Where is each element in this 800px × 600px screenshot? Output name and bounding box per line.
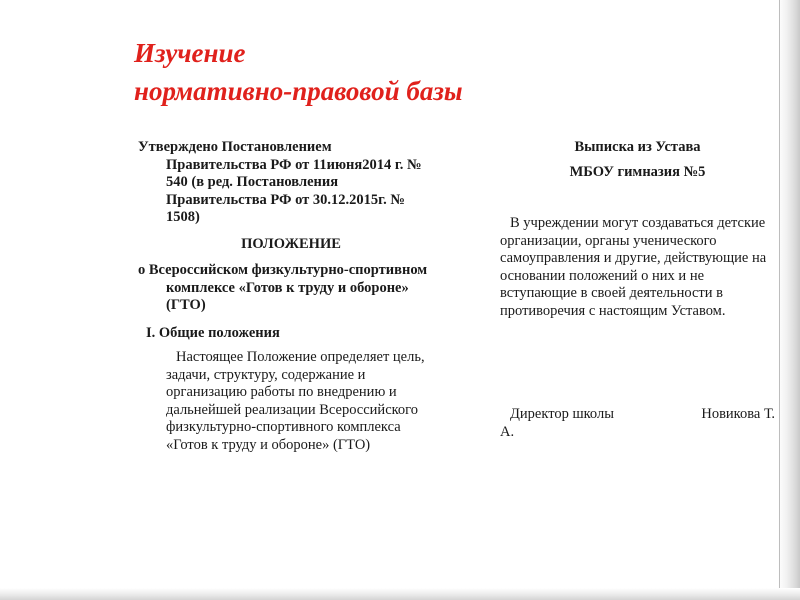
slide-frame-right	[778, 0, 800, 600]
regulation-heading: ПОЛОЖЕНИЕ	[241, 235, 341, 252]
right-column	[500, 139, 775, 441]
slide-frame-bottom	[0, 588, 800, 600]
signature-block	[500, 406, 775, 441]
charter-heading-1: Выписка из Устава	[574, 139, 701, 155]
title-line-1: Изучение	[134, 38, 246, 68]
slide-title	[134, 34, 734, 110]
charter-heading-2: МБОУ гимназия №5	[569, 163, 706, 180]
signature-name-cont: А.	[500, 423, 515, 440]
charter-body: В учреждении могут создаваться детские организации, органы ученического самоуправления и другие, действующие на основании положений о них и не вступающие в своей деятельности в противоречия с настоящим Уставом.	[500, 215, 767, 319]
regulation-body: Настоящее Положение определяет цель, задачи, структуру, содержание и организацию работы по внедрению и дальнейшей реализации Всероссийского физкультурно-спортивного комплекса «Готов к труду и обороне» (ГТО)	[166, 349, 425, 453]
section-heading: I. Общие положения	[146, 324, 280, 341]
signature-name: Новикова Т.	[701, 406, 775, 422]
signature-row	[500, 406, 775, 424]
title-line-2: нормативно-правовой базы	[134, 76, 463, 106]
approved-line-1: Утверждено Постановлением	[138, 139, 332, 155]
approved-details: Правительства РФ от 11июня2014 г. № 540 (в ред. Постановления Правительства РФ от 30.12.2015г. № 1508)	[166, 156, 422, 225]
regulation-subject: о Всероссийском физкультурно-спортивном комплексе «Готов к труду и обороне» (ГТО)	[138, 262, 428, 313]
slide-frame-line	[779, 0, 780, 600]
left-column	[138, 139, 434, 454]
signature-role: Директор школы	[510, 406, 614, 422]
